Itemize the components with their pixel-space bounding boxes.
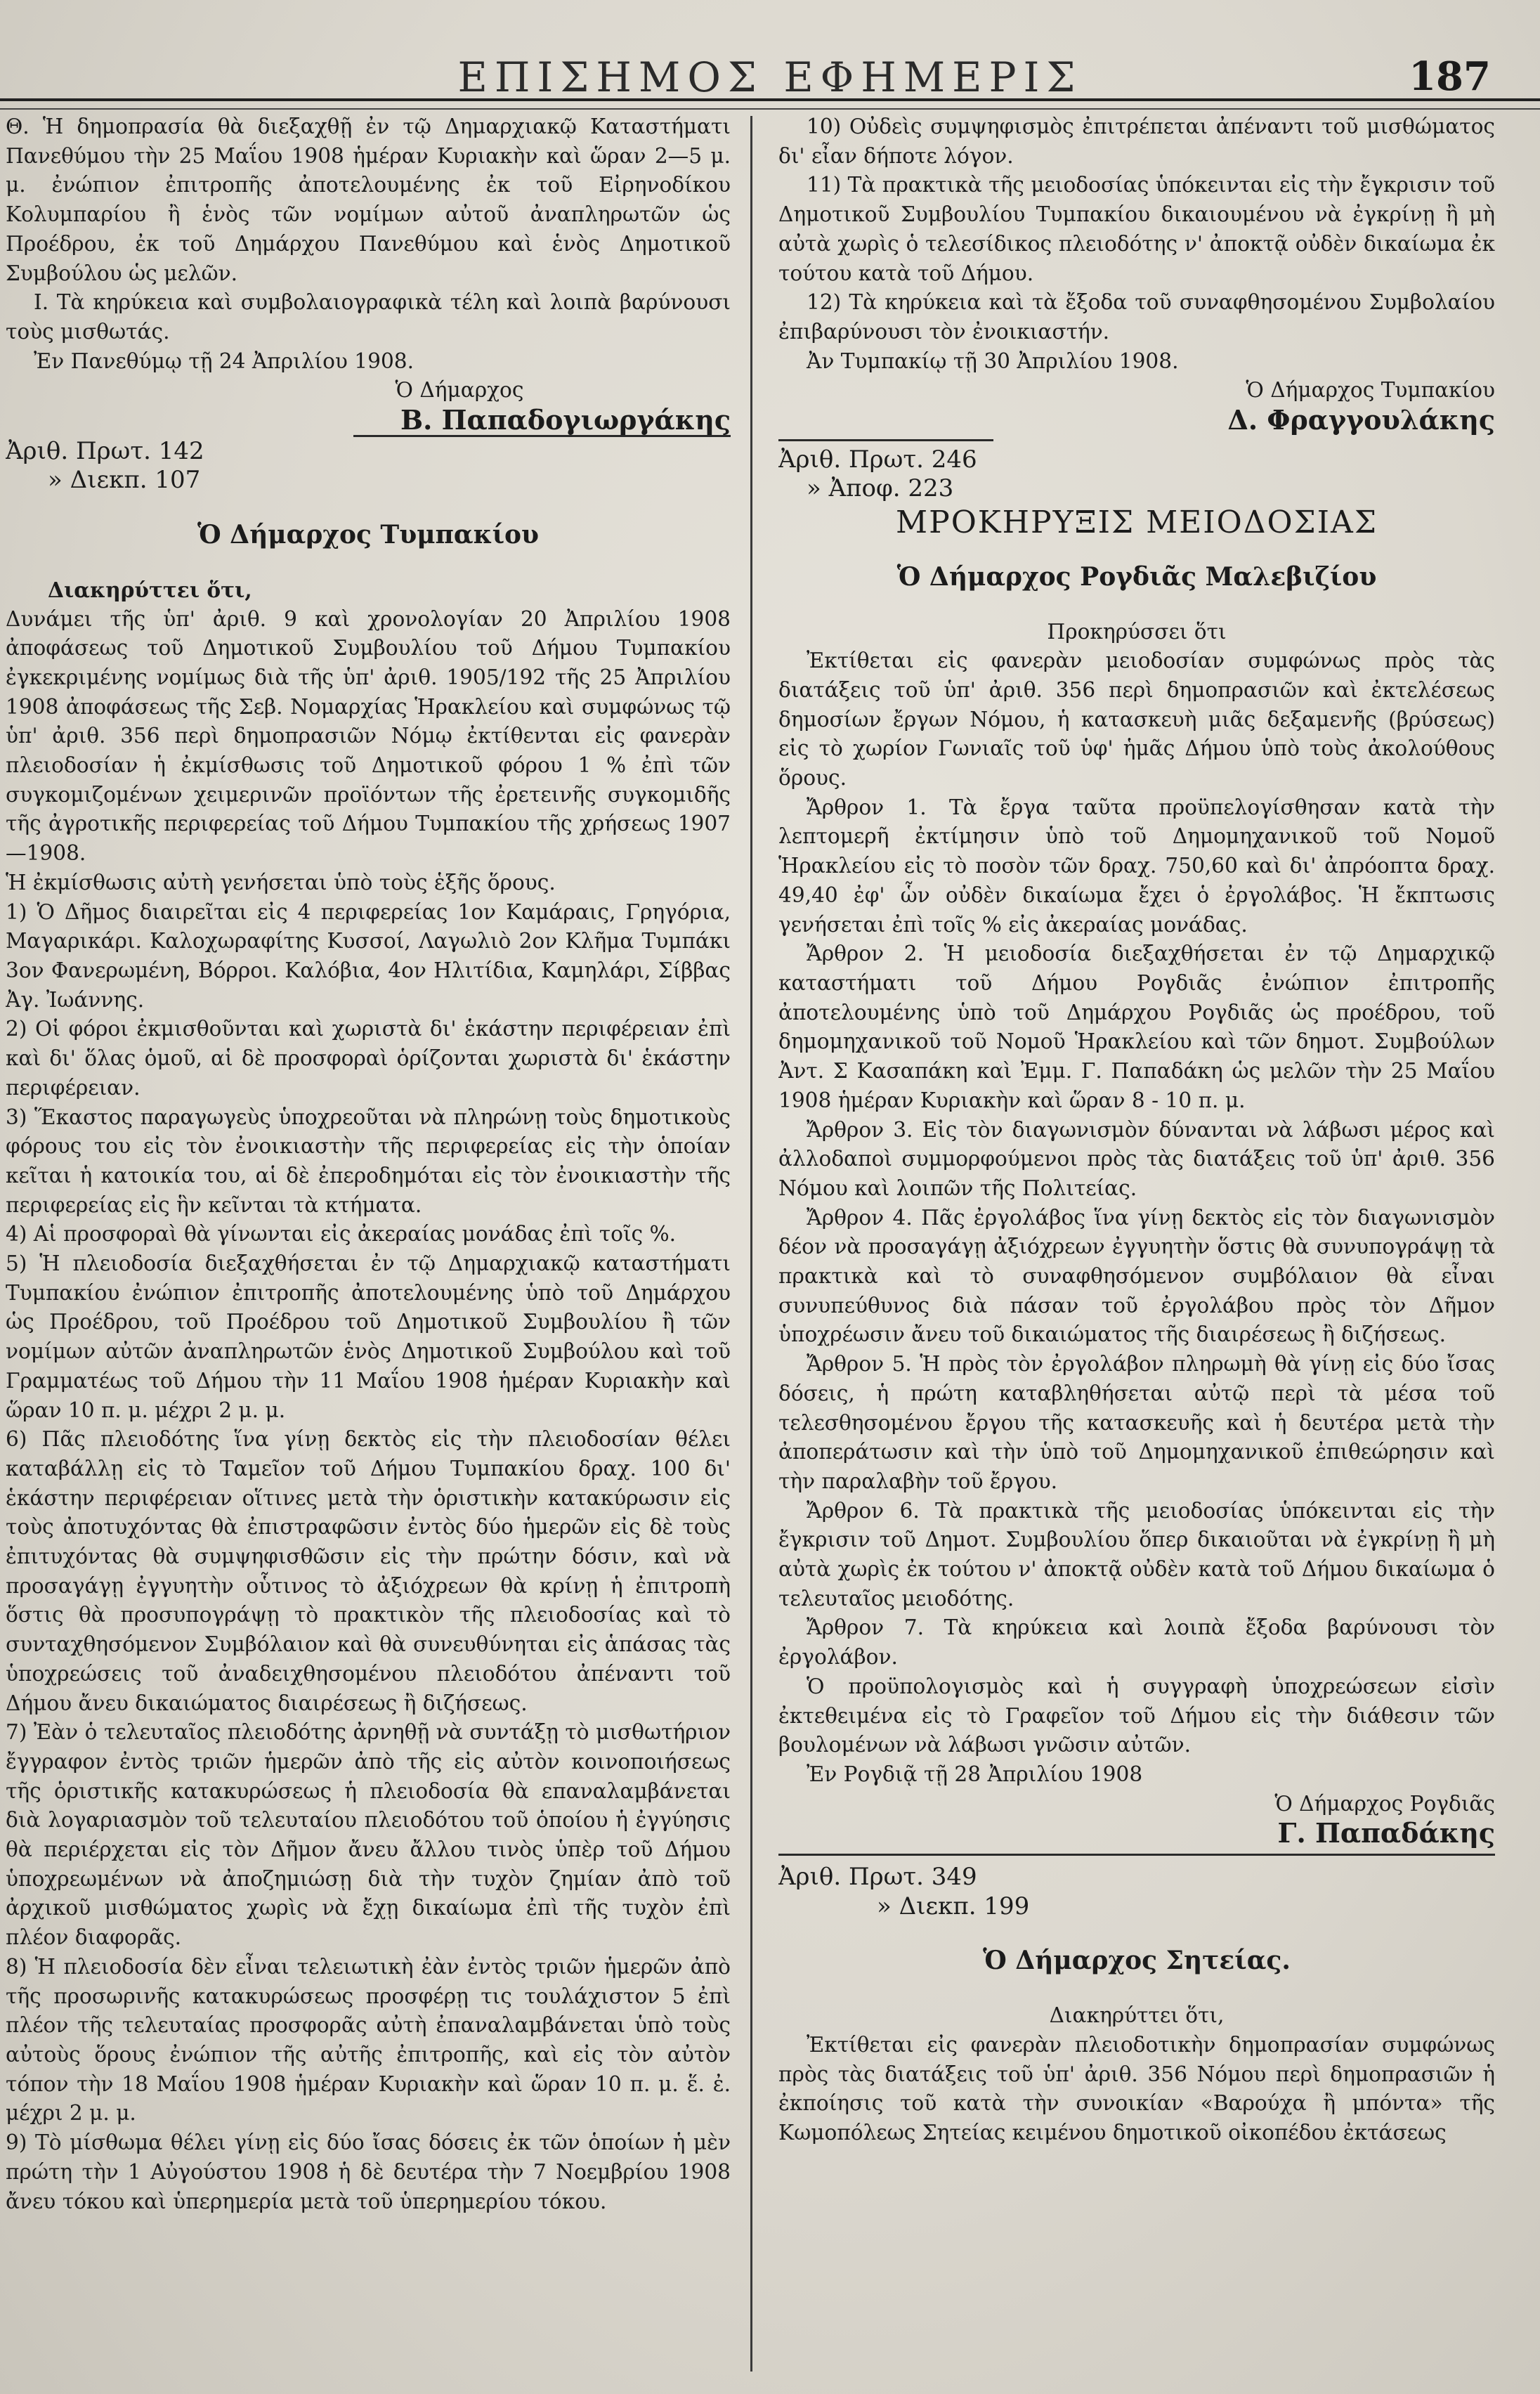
dispatch-number: » Διεκπ. 107 xyxy=(48,466,201,495)
paragraph: Ἄρθρον 7. Τὰ κηρύκεια καὶ λοιπὰ ἔξοδα βαρύνουσι τὸν ἐργολάβον. xyxy=(778,1615,1495,1670)
paragraph: 5) Ἡ πλειοδοσία διεξαχθήσεται ἐν τῷ Δημαρχιακῷ καταστήματι Τυμπακίου ἐνώπιον ἐπιτροπῆς ἀποτελουμένης ὑπὸ τοῦ Δημάρχου ὡς Προέδρου, τοῦ Προέδρου τοῦ Δημοτικοῦ Συμβουλίου ἢ τῶν νομίμων αὐτῶν ἀναπληρωτῶν ἑνὸς Δημοτικοῦ Συμβούλου καὶ τοῦ Γραμματέως τοῦ Δήμου τὴν 11 Μαΐου 1908 ἡμέραν Κυριακὴν καὶ ὥραν 10 π. μ. μέχρι 2 μ. μ. xyxy=(6,1251,731,1422)
paragraph: 11) Τὰ πρακτικὰ τῆς μειοδοσίας ὑπόκεινται εἰς τὴν ἔγκρισιν τοῦ Δημοτικοῦ Συμβουλίου Τυμπακίου δικαιουμένου νὰ ἐγκρίνῃ ἢ μὴ αὐτὰ χωρὶς ὁ τελεσίδικος πλειοδότης ν' ἀποκτᾷ οὐδὲν δικαίωμα ἐκ τούτου κατὰ τοῦ Δήμου. xyxy=(778,173,1495,285)
notice-heading: Ὁ Δήμαρχος Σητείας. xyxy=(983,1946,1291,1976)
paragraph: Θ. Ἡ δημοπρασία θὰ διεξαχθῇ ἐν τῷ Δημαρχιακῷ Καταστήματι Πανεθύμου τὴν 25 Μαΐου 1908 ἡμέραν Κυριακὴν καὶ ὥραν 2—5 μ. μ. ἐνώπιον ἐπιτροπῆς ἀποτελουμένης ἐκ τοῦ Εἰρηνοδίκου Κολυμπαρίου ἢ ἑνὸς τῶν νομίμων αὐτοῦ ἀναπληρωτῶν ὡς Προέδρου, ἐκ τοῦ Δημάρχου Πανεθύμου καὶ ἑνὸς Δημοτικοῦ Συμβούλου ὡς μελῶν. xyxy=(6,115,731,285)
paragraph: 1) Ὁ Δῆμος διαιρεῖται εἰς 4 περιφερείας 1ον Καμάραις, Γρηγόρια, Μαγαρικάρι. Καλοχωραφίτης Κυσσοί, Λαγωλιὸ 2ον Κλῆμα Τυμπάκι 3ον Φανερωμένη, Βόρροι. Καλόβια, 4ον Ηλιτίδια, Καμηλάρι, Σίββας Ἀγ. Ἰωάννης. xyxy=(6,899,731,1012)
paragraph: 10) Οὐδεὶς συμψηφισμὸς ἐπιτρέπεται ἀπέναντι τοῦ μισθώματος δι' εἶαν δήποτε λόγον. xyxy=(778,115,1495,168)
paragraph: Ι. Τὰ κηρύκεια καὶ συμβολαιογραφικὰ τέλη καὶ λοιπὰ βαρύνουσι τοὺς μισθωτάς. xyxy=(6,290,731,344)
place-date: Ἐν Πανεθύμῳ τῇ 24 Ἀπριλίου 1908. xyxy=(34,349,415,373)
paragraph: Ἐκτίθεται εἰς φανερὰν μειοδοσίαν συμφώνως πρὸς τὰς διατάξεις τοῦ ὑπ' ἀριθ. 356 περὶ δημοπρασιῶν καὶ ἐκτελέσεως δημοσίων ἔργων Νόμου, ἡ κατασκευὴ μιᾶς δεξαμενῆς (βρύσεως) εἰς τὸ χωρίον Γωνιαῖς τοῦ ὑφ' ἡμᾶς Δήμου ὑπὸ τοὺς ἀκολούθους ὅρους. xyxy=(778,649,1495,791)
notice-heading: Ὁ Δήμαρχος Ρογδιᾶς Μαλεβιζίου xyxy=(896,561,1377,592)
separator xyxy=(778,1854,1495,1856)
separator xyxy=(778,439,993,441)
announces-line: Διακηρύττει ὅτι, xyxy=(48,577,252,602)
header-rule xyxy=(0,98,1540,110)
paragraph: 12) Τὰ κηρύκεια καὶ τὰ ἔξοδα τοῦ συναφθησομένου Συμβολαίου ἐπιβαρύνουσι τὸν ἐνοικιαστήν. xyxy=(778,290,1495,344)
signature-title: Ὁ Δήμαρχος Τυμπακίου xyxy=(1246,378,1495,403)
paragraph: Ἄρθρον 5. Ἡ πρὸς τὸν ἐργολάβον πληρωμὴ θὰ γίνῃ εἰς δύο ἴσας δόσεις, ἡ πρώτη καταβληθήσεται αὐτῷ περὶ τὰ μέσα τοῦ τελεσθησομένου ἔργου τῆς κατασκευῆς καὶ ἡ δευτέρα μετὰ τὴν ἀποπεράτωσιν καὶ τὴν ὑπὸ τοῦ Δημομηχανικοῦ ἐπιθεώρησιν καὶ τὴν παραλαβὴν τοῦ ἔργου. xyxy=(778,1352,1495,1493)
right-column xyxy=(778,112,1495,2375)
paragraph: 3) Ἕκαστος παραγωγεὺς ὑποχρεοῦται νὰ πληρώνῃ τοὺς δημοτικοὺς φόρους του εἰς τὸν ἐνοικιαστὴν τῆς περιφερείας εἰς τὴν ὁποίαν κεῖται ἡ κατοικία του, αἱ δὲ ἐπεροδημόται εἰς τὸν ἐνοικιαστὴν τῆς περιφερείας εἰς ἣν κεῖνται τὰ κτήματα. xyxy=(6,1105,731,1217)
column-divider xyxy=(750,116,752,2372)
paragraph: Ὁ προϋπολογισμὸς καὶ ἡ συγγραφὴ ὑποχρεώσεων εἰσὶν ἐκτεθειμένα εἰς τὸ Γραφεῖον τοῦ Δήμου εἰς τὴν διάθεσιν τῶν βουλομένων νὰ λάβωσι γνῶσιν αὐτῶν. xyxy=(778,1674,1495,1757)
page-header xyxy=(0,49,1540,105)
announces-line: Διακηρύττει ὅτι, xyxy=(1049,2003,1225,2028)
paragraph: 8) Ἡ πλειοδοσία δὲν εἶναι τελειωτικὴ ἐὰν ἐντὸς τριῶν ἡμερῶν ἀπὸ τῆς προσωρινῆς κατακυρώσεως προσφέρῃ τις τουλάχιστον 5 ἐπὶ πλέον τῆς τελευταίας προσφορᾶς αὐτὴ ἐπαναλαμβάνεται ὑπὸ τοὺς αὐτοὺς ὅρους ἐνώπιον τῆς αὐτῆς ἐπιτροπῆς, καὶ εἰς τὸν αὐτὸν τόπον τὴν 18 Μαΐου 1908 ἡμέραν Κυριακὴν καὶ ὥραν 10 π. μ. ἕ. ἐ. μέχρι 2 μ. μ. xyxy=(6,1954,731,2126)
paragraph: Ἄρθρον 3. Εἰς τὸν διαγωνισμὸν δύνανται νὰ λάβωσι μέρος καὶ ἀλλοδαποὶ συμμορφούμενοι πρὸς τὰς διατάξεις τοῦ ὑπ' ἀριθ. 356 Νόμου καὶ λοιπῶν τῆς Πολιτείας. xyxy=(778,1117,1495,1200)
paragraph: 9) Τὸ μίσθωμα θέλει γίνῃ εἰς δύο ἴσας δόσεις ἐκ τῶν ὁποίων ἡ μὲν πρώτη τὴν 1 Αὐγούστου 1908 ἡ δὲ δευτέρα τὴν 7 Νοεμβρίου 1908 ἄνευ τόκου καὶ ὑπερημερία μετὰ τοῦ ὑπερημερίου τόκου. xyxy=(6,2130,731,2213)
paragraph: Ἐκτίθεται εἰς φανερὰν πλειοδοτικὴν δημοπρασίαν συμφώνως πρὸς τὰς διατάξεις τοῦ ὑπ' ἀριθ. 356 Νόμου περὶ δημοπρασιῶν ἡ ἐκποίησις τοῦ κατὰ τὴν συνοικίαν «Βαρούχα ἢ μπόντα» τῆς Κωμοπόλεως Σητείας κειμένου δημοτικοῦ οἰκοπέδου ἐκτάσεως xyxy=(778,2032,1495,2145)
newspaper-title: ΕΠΙΣΗΜΟΣ ΕΦΗΜΕΡΙΣ xyxy=(457,53,1083,101)
paragraph: 2) Οἱ φόροι ἐκμισθοῦνται καὶ χωριστὰ δι' ἑκάστην περιφέρειαν ἐπὶ καὶ δι' ὅλας ὁμοῦ, αἱ δὲ προσφοραὶ ὁρίζονται χωριστὰ δι' ἑκάστην περιφέρειαν. xyxy=(6,1017,731,1100)
signature-title: Ὁ Δήμαρχος Ρογδιᾶς xyxy=(1274,1791,1495,1816)
notice-heading: Ὁ Δήμαρχος Τυμπακίου xyxy=(197,520,539,550)
notice-title: ΜΡΟΚΗΡΥΞΙΣ ΜΕΙΟΔΟΣΙΑΣ xyxy=(896,505,1378,541)
decision-number: » Ἀποφ. 223 xyxy=(807,474,954,503)
paragraph: Ἄρθρον 1. Τὰ ἔργα ταῦτα προϋπελογίσθησαν κατὰ τὴν λεπτομερῆ ἐκτίμησιν ὑπὸ τοῦ Δημομηχανικοῦ τοῦ Νομοῦ Ἡρακλείου εἰς τὸ ποσὸν τῶν δραχ. 750,60 καὶ δι' ἀπρόοπτα δραχ. 49,40 ἐφ' ὧν οὐδὲν δικαίωμα ἔχει ὁ ἐργολάβος. Ἡ ἔκπτωσις γενήσεται ἐπὶ τοῖς % εἰς ἀκεραίας μονάδας. xyxy=(778,795,1495,937)
paragraph: Ἡ ἐκμίσθωσις αὐτὴ γενήσεται ὑπὸ τοὺς ἑξῆς ὅρους. xyxy=(6,870,556,895)
announces-line: Προκηρύσσει ὅτι xyxy=(1047,619,1227,644)
place-date: Ἀν Τυμπακίῳ τῇ 30 Ἀπριλίου 1908. xyxy=(807,349,1179,373)
signature-name: Δ. Φραγγουλάκης xyxy=(1227,404,1495,436)
protocol-number: Ἀριθ. Πρωτ. 246 xyxy=(778,445,977,474)
dispatch-number: » Διεκπ. 199 xyxy=(877,1892,1030,1920)
paragraph: Ἄρθρον 6. Τὰ πρακτικὰ τῆς μειοδοσίας ὑπόκεινται εἰς τὴν ἔγκρισιν τοῦ Δημοτ. Συμβουλίου ὅπερ δικαιοῦται νὰ ἐγκρίνῃ ἢ μὴ αὐτὰ χωρὶς ἐκ τούτου ν' ἀποκτᾷ οὐδὲν κατὰ τοῦ Δήμου δικαίωμα ὁ τελευταῖος μειοδότης. xyxy=(778,1498,1495,1611)
paragraph: 7) Ἐὰν ὁ τελευταῖος πλειοδότης ἀρνηθῇ νὰ συντάξῃ τὸ μισθωτήριον ἔγγραφον ἐντὸς τριῶν ἡμερῶν ἀπὸ τῆς εἰς αὐτὸν κοινοποιήσεως τῆς ὁριστικῆς κατακυρώσεως ἡ πλειοδοσία θὰ επαναλαμβάνεται διὰ λογαριασμὸν τοῦ τελευταίου πλειοδότου τοῦ ὁποίου ἡ ἐγγύησις θὰ περιέρχεται εἰς τὸν Δῆμον ἄνευ ἄλλου τινὸς ὑπὲρ τοῦ Δήμου ὑποχρεωμένων νὰ ἀποζημιώσῃ διὰ τὴν τυχὸν ζημίαν ἀπὸ τοῦ ἀρχικοῦ μισθώματος χωρὶς νὰ ἔχῃ δικαίωμα ἐπὶ τῆς τυχὸν ἐπὶ πλέον διαφορᾶς. xyxy=(6,1720,731,1950)
paragraph: Δυνάμει τῆς ὑπ' ἀριθ. 9 καὶ χρονολογίαν 20 Ἀπριλίου 1908 ἀποφάσεως τοῦ Δημοτικοῦ Συμβουλίου τοῦ Δήμου Τυμπακίου ἐγκεκριμένης νομίμως διὰ τῆς ὑπ' ἀριθ. 1905/192 τῆς 25 Ἀπριλίου 1908 ἀποφάσεως τῆς Σεβ. Νομαρχίας Ἡρακλείου καὶ συμφώνως τῷ ὑπ' ἀριθ. 356 περὶ δημοπρασιῶν Νόμῳ ἐκτίθενται εἰς φανερὰν πλειοδοσίαν ἡ ἐκμίσθωσις τοῦ Δημοτικοῦ φόρου 1 % ἐπὶ τῶν συγκομιζομένων χειμερινῶν προϊόντων τῆς ἐρετεινῆς συγκομιδῆς τῆς ἀγροτικῆς περιφερείας τοῦ Δήμου Τυμπακίου τῆς χρήσεως 1907—1908. xyxy=(6,606,731,866)
paragraph: Ἄρθρον 2. Ἡ μειοδοσία διεξαχθήσεται ἐν τῷ Δημαρχικῷ καταστήματι τοῦ Δήμου Ρογδιᾶς ἐνώπιον ἐπιτροπῆς ἀποτελουμένης ὑπὸ τοῦ Δημάρχου Ρογδιᾶς ὡς προέδρου, τοῦ δημομηχανικοῦ τοῦ Νομοῦ Ἡρακλείου καὶ τῶν δημοτ. Συμβούλων Ἀντ. Σ Κασαπάκη καὶ Ἐμμ. Γ. Παπαδάκη ὡς μελῶν τὴν 25 Μαΐου 1908 ἡμέραν Κυριακὴν καὶ ὥραν 8 - 10 π. μ. xyxy=(778,942,1495,1112)
paragraph: 4) Αἱ προσφοραὶ θὰ γίνωνται εἰς ἀκεραίας μονάδας ἐπὶ τοῖς %. xyxy=(6,1222,677,1247)
paragraph: 6) Πᾶς πλειοδότης ἵνα γίνῃ δεκτὸς εἰς τὴν πλειοδοσίαν θέλει καταβάλλῃ εἰς τὸ Ταμεῖον τοῦ Δήμου Τυμπακίου δραχ. 100 δι' ἑκάστην περιφέρειαν οἵτινες μετὰ τὴν ὁριστικὴν κατακύρωσιν εἰς τοὺς ἀποτυχόντας θὰ ἐπιστραφῶσιν ἐντὸς δύο ἡμερῶν εἰς δὲ τοὺς ἐπιτυχόντας θὰ συμψηφισθῶσιν εἰς τὴν πρώτην δόσιν, καὶ νὰ προσαγάγῃ ἐγγυητὴν οὗτινος τὸ ἀξιόχρεων θὰ κρίνῃ ἡ ἐπιτροπὴ ὅστις θὰ προσυπογράψῃ τὸ πρακτικὸν τῆς πλειοδοσίας καὶ τὸ συνταχθησόμενον Συμβόλαιον καὶ θὰ συνευθύνηται εἰς ἁπάσας τὰς ὑποχρεώσεις τοῦ ἀναδειχθησομένου πλειοδότου ἀπέναντι τοῦ Δήμου ἄνευ δικαιώματος διαιρέσεως ἢ διζήσεως. xyxy=(6,1427,731,1715)
signature-name: Γ. Παπαδάκης xyxy=(1277,1817,1495,1849)
signature-title: Ὁ Δήμαρχος xyxy=(395,378,524,403)
protocol-number: Ἀριθ. Πρωτ. 349 xyxy=(778,1863,977,1892)
place-date: Ἐν Ρογδιᾷ τῇ 28 Ἀπριλίου 1908 xyxy=(807,1762,1143,1786)
signature-name: Β. Παπαδογιωργάκης xyxy=(400,404,731,436)
protocol-number: Ἀριθ. Πρωτ. 142 xyxy=(6,436,204,465)
paragraph: Ἄρθρον 4. Πᾶς ἐργολάβος ἵνα γίνῃ δεκτὸς εἰς τὸν διαγωνισμὸν δέον νὰ προσαγάγῃ ἀξιόχρεων ἐγγυητὴν ὅστις θὰ συνυπογράψῃ τὰ πρακτικὰ καὶ τὸ συναφθησόμενον συμβόλαιον θὰ εἶναι συνυπεύθυνος διὰ πάσαν τοῦ ἐργολάβου πρὸς τὸν Δῆμον ὑποχρέωσιν ἄνευ τοῦ δικαιώματος τῆς διαιρέσεως ἢ διζήσεως. xyxy=(778,1205,1495,1347)
page-number: 187 xyxy=(1409,53,1491,100)
left-column xyxy=(6,112,731,2375)
